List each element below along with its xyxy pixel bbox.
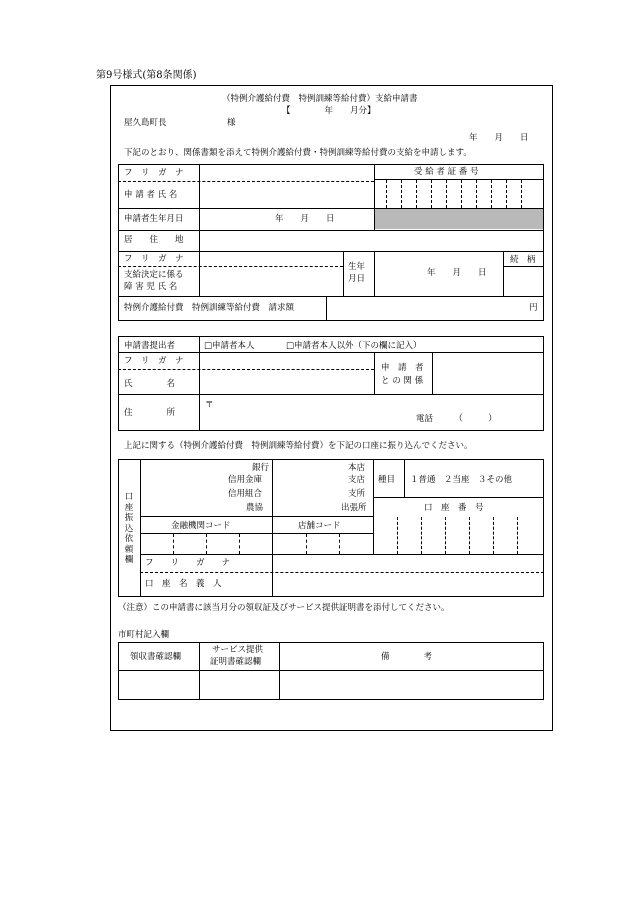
postal-mark: 〒 [205,400,214,410]
submitter-name-label: 氏 名 [124,379,176,389]
birthdate-value: 年 月 日 [275,214,335,224]
bank-type-nokyo: 農協 [246,503,264,513]
service-check-label-1: サービス提供 [212,645,264,655]
relation-label-1: 申 請 者 [381,363,424,373]
address-label: 住 所 [124,408,176,418]
applicant-name-label: 申 請 者 氏 名 [124,190,178,200]
account-number-label: 口 座 番 号 [424,503,484,513]
office-use-title: 市町村記入欄 [118,630,170,640]
bank-type-shinkin: 信用金庫 [228,475,263,485]
service-check-label-2: 証明書確認欄 [210,657,262,667]
attachment-note: （注意）この申請書に該当月分の領収証及びサービス提供証明書を添付してください。 [118,603,450,613]
option-other-checkbox[interactable]: □申請者本人以外（下の欄に記入） [286,341,422,351]
birthdate-label: 申請者生年月日 [124,214,184,224]
bank-side-label: 口座振込依頼欄 [124,492,134,565]
branch-type-office: 支所 [348,489,366,499]
bank-type-bank: 銀行 [252,463,270,473]
account-type-label: 種目 [378,475,396,485]
relationship-label: 続 柄 [510,255,536,265]
furigana-label-child: フ リ ガ ナ [124,254,184,264]
child-label-1: 支給決定に係る [124,270,184,280]
submitter-label: 申請書提出者 [124,341,176,351]
addressee: 屋久島町長 [124,118,167,128]
yen-unit: 円 [529,303,538,313]
period-field: 【 年 月分】 [282,106,376,116]
receipt-check-label: 領収書確認欄 [130,652,182,662]
remarks-label: 備 考 [381,652,433,662]
intro-text: 下記のとおり、関係書類を添えて特例介護給付費・特例訓練等給付費の支給を申請します。 [124,148,472,158]
phone-label: 電話 （ ） [416,414,497,424]
furigana-label: フ リ ガ ナ [124,168,184,178]
holder-name-label: 口 座 名 義 人 [145,579,222,589]
branch-type-sub: 出張所 [341,503,367,513]
child-label-2: 障 害 児 氏 名 [124,282,178,292]
holder-furigana-label: フ リ ガ ナ [145,558,231,568]
branch-code-label: 店舗コード [298,521,341,531]
form-title: （特例介護給付費 特例訓練等給付費）支給申請書 [222,94,418,104]
bank-code-label: 金融機関コード [171,521,231,531]
branch-type-main: 本店 [348,463,366,473]
option-self-checkbox[interactable]: □申請者本人 [204,341,255,351]
branch-type-branch: 支店 [348,475,366,485]
residence-label: 居 住 地 [124,235,184,245]
office-use-table [118,642,544,700]
bank-type-kumiai: 信用組合 [228,489,263,499]
account-type-options: １普通 ２当座 ３その他 [410,475,513,485]
claim-label: 特例介護給付費 特例訓練等給付費 請求額 [124,303,295,313]
shaded-cell [375,209,543,229]
submitter-furigana-label: フ リ ガ ナ [124,356,184,366]
bank-intro-text: 上記に関する（特例介護給付費 特例訓練等給付費）を下記の口座に振り込んでください。 [124,441,473,451]
birth-label-2: 月日 [348,274,366,284]
form-number: 第9号様式(第8条関係) [96,70,197,81]
application-date: 年 月 日 [469,133,529,143]
recipient-number-label: 受 給 者 証 番 号 [414,167,479,177]
addressee-sama: 様 [227,118,236,128]
child-birthdate-value: 年 月 日 [427,268,487,278]
birth-label-1: 生年 [348,262,366,272]
relation-label-2: と の 関 係 [381,376,424,386]
